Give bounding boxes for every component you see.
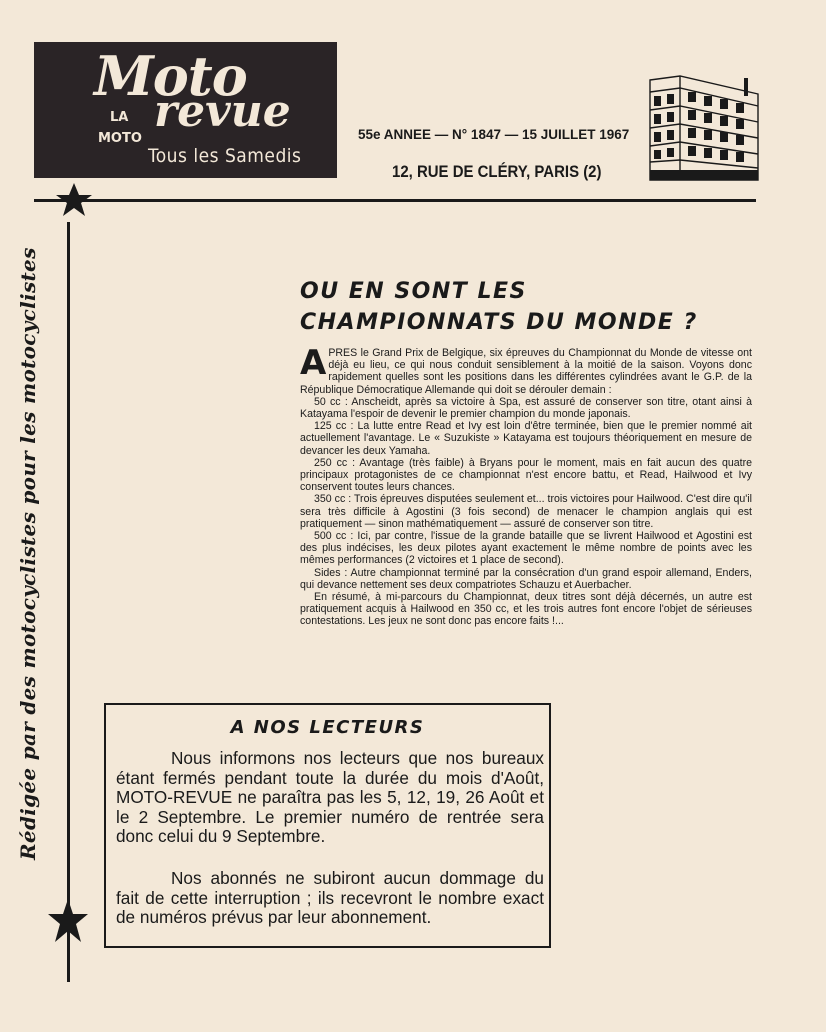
- article-body: [300, 343, 752, 628]
- header-rule: [34, 199, 756, 202]
- vertical-slogan: Rédigée par des motocyclistes pour les motocyclistes: [16, 247, 40, 860]
- logo-tagline: Tous les Samedis: [148, 145, 302, 167]
- article-paragraph: 50 cc : Anscheidt, après sa victoire à Spa, est assuré de conserver son titre, otant ainsi à Katayama l'espoir de devenir le premier champion du monde japonais.: [300, 395, 752, 421]
- notice-paragraph-1: Nous informons nos lecteurs que nos bureaux étant fermés pendant toute la durée du mois d'Août, MOTO-REVUE ne paraîtra pas les 5, 12, 19, 26 Août et le 2 Septembre. Le premier numéro de rentrée sera donc celui du 9 Septembre.: [116, 748, 544, 846]
- article-paragraph: 250 cc : Avantage (très faible) à Bryans pour le moment, mais en fait aucun des quatre principaux protagonistes de ce championnat n'est encore battu, et Read, Hailwood et Ivy conservent toutes leurs chances.: [300, 456, 752, 494]
- star-icon: [46, 898, 90, 944]
- notice-title: A NOS LECTEURS: [230, 717, 425, 738]
- publisher-address: 12, RUE DE CLÉRY, PARIS (2): [392, 162, 602, 181]
- logo-moto-text: Moto: [94, 44, 247, 108]
- article-paragraph: 125 cc : La lutte entre Read et Ivy est loin d'être terminée, bien que le premier nommé ait actuellement l'avantage. Le « Suzukiste » Katayama est toujours théoriquement en mesure de devancer les deux Yamaha.: [300, 420, 752, 457]
- logo-revue-text: revue: [154, 86, 291, 137]
- sidebar-rule: [67, 222, 70, 982]
- logo-moto-small-text: MOTO: [98, 131, 142, 146]
- drop-cap: A: [300, 343, 327, 383]
- issue-info: 55e ANNEE — N° 1847 — 15 JUILLET 1967: [358, 127, 630, 142]
- article-paragraph: En résumé, à mi-parcours du Championnat, deux titres sont déjà décernés, un autre est pratiquement acquis à Hailwood en 350 cc, et les trois autres font encore l'objet de sérieuses contestations. Les jeux ne sont donc pas encore faits !...: [300, 591, 752, 628]
- star-icon: [54, 182, 94, 218]
- masthead-logo: [34, 42, 337, 178]
- logo-la-text: LA: [110, 110, 129, 125]
- article-paragraph: APRES le Grand Prix de Belgique, six épreuves du Championnat du Monde de vitesse ont déjà eu lieu, ce qui nous conduit sensiblement à la moitié de la saison. Voyons donc rapidement quelles sont les positions dans les différentes cylindrées avant le G.P. de la République Démocratique Allemande qui doit se dérouler demain :: [300, 343, 752, 396]
- article-paragraph: Sides : Autre championnat terminé par la consécration d'un grand espoir allemand, Enders, qui devance nettement ses deux compatriotes Schauzu et Auerbacher.: [300, 566, 752, 591]
- building-illustration: [640, 72, 764, 182]
- readers-notice-box: [104, 703, 551, 948]
- article-headline: [300, 276, 760, 338]
- article-paragraph: 350 cc : Trois épreuves disputées seulement et... trois victoires pour Hailwood. C'est dire qu'il sera très difficile à Agostini (3 fois second) de menacer le champion anglais qui est pratiquement — sinon mathématiquement — assuré de conserver son titre.: [300, 493, 752, 530]
- headline-line-1: OU EN SONT LES: [300, 279, 527, 304]
- article-paragraph: 500 cc : Ici, par contre, l'issue de la grande bataille que se livrent Hailwood et Agostini est des plus indécises, les deux pilotes ayant exactement le même nombre de points avec les mêmes performances (2 victoires et 1 place de second).: [300, 530, 752, 567]
- headline-line-2: CHAMPIONNATS DU MONDE ?: [300, 310, 698, 335]
- notice-paragraph-2: Nos abonnés ne subiront aucun dommage du fait de cette interruption ; ils recevront le nombre exact de numéros prévus par leur abonnement.: [116, 868, 544, 927]
